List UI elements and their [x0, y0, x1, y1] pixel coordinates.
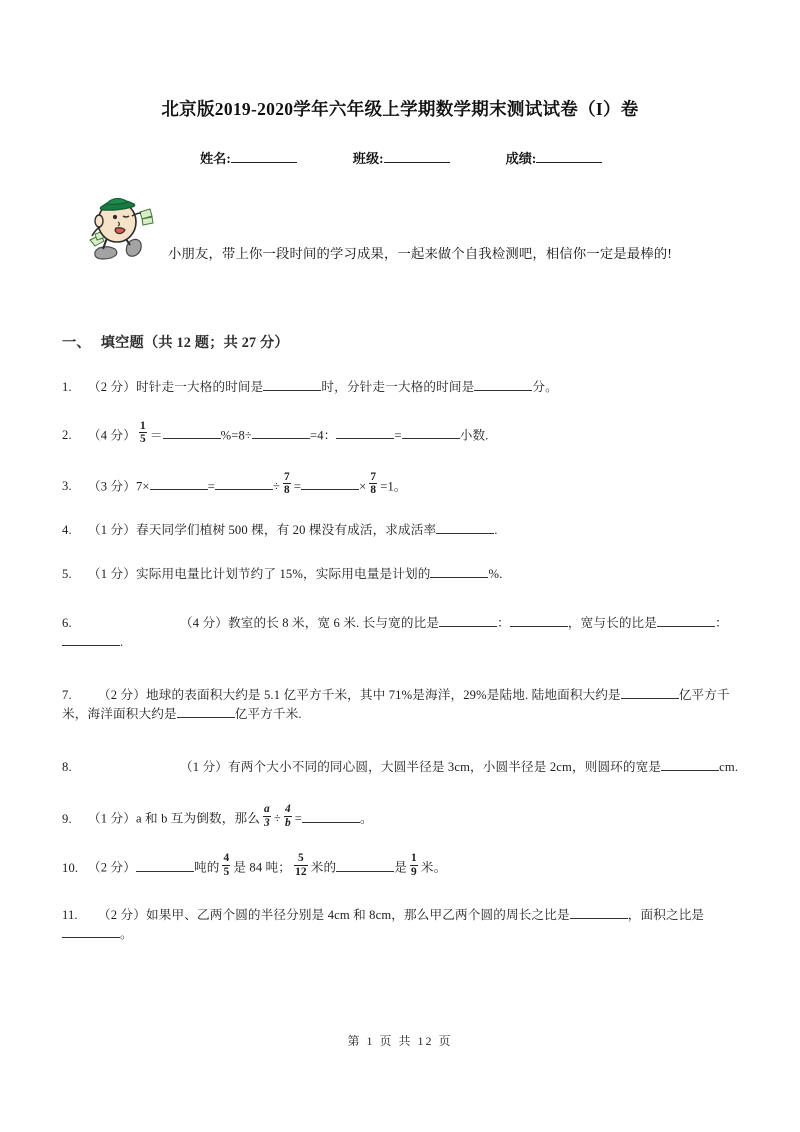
fraction [369, 472, 377, 497]
question-number: 5. [62, 567, 72, 582]
fraction-denominator: 5 [223, 865, 230, 878]
answer-blank[interactable] [136, 859, 194, 872]
question-points: （1 分） [88, 522, 136, 537]
answer-blank[interactable] [301, 477, 359, 490]
student-score-blank[interactable] [536, 149, 602, 163]
fraction-denominator: 12 [295, 865, 307, 878]
fraction-denominator: 8 [370, 484, 377, 497]
question-text: 有两个大小不同的同心圆，大圆半径是 3cm，小圆半径是 2cm，则圆环的宽是 [227, 759, 662, 774]
fraction-denominator: b [284, 817, 291, 830]
fraction-denominator: 8 [284, 484, 290, 497]
answer-blank[interactable] [436, 521, 494, 534]
question-text: =4： [309, 428, 337, 443]
question-item [62, 803, 742, 831]
questions-list [62, 378, 742, 944]
question-text: ＝ [149, 428, 163, 443]
question-points: （1 分） [180, 759, 228, 774]
question-text: 小数. [459, 428, 489, 443]
answer-blank[interactable] [263, 378, 321, 391]
fraction [222, 853, 230, 878]
fraction [263, 804, 271, 829]
section-number: 一、 [62, 335, 91, 351]
question-text: 分。 [532, 379, 558, 394]
question-text: a 和 b 互为倒数，那么 [135, 811, 261, 826]
question-text: = [394, 428, 402, 443]
answer-blank[interactable] [336, 426, 394, 439]
question-points: （2 分） [88, 860, 136, 875]
fraction-numerator: 4 [223, 852, 230, 865]
question-text: =1。 [380, 479, 407, 494]
question-text: 7× [135, 479, 150, 494]
question-text: 实际用电量比计划节约了 15%，实际用电量是计划的 [135, 567, 431, 582]
question-points: （4 分） [180, 616, 228, 631]
question-text: 是 [394, 860, 407, 875]
question-text: 亿平方千米，海洋面积大约是 [62, 687, 730, 721]
question-text: 亿平方千米. [234, 706, 302, 721]
question-number: 8. [62, 759, 72, 774]
question-text: %=8÷ [220, 428, 252, 443]
answer-blank[interactable] [302, 810, 360, 823]
student-score-label: 成绩: [505, 151, 537, 166]
answer-blank[interactable] [62, 633, 120, 646]
answer-blank[interactable] [336, 859, 394, 872]
question-text: 教室的长 8 米，宽 6 米. 长与宽的比是 [227, 616, 440, 631]
answer-blank[interactable] [474, 378, 532, 391]
question-item [62, 565, 742, 584]
student-class-blank[interactable] [384, 149, 450, 163]
fraction-numerator: 5 [294, 853, 308, 866]
question-text: 时针走一大格的时间是 [135, 379, 264, 394]
student-name-blank[interactable] [231, 149, 297, 163]
page-footer: 第 1 页 共 12 页 [347, 1034, 453, 1048]
student-score-field[interactable] [506, 148, 603, 167]
question-points: （1 分） [88, 811, 136, 826]
question-number: 7. [62, 687, 72, 702]
question-text: ，宽与长的比是 [567, 616, 658, 631]
question-text: 是 84 吨； [233, 860, 292, 875]
question-text: %. [488, 567, 503, 582]
fraction-denominator: 3 [264, 817, 270, 830]
question-points: （3 分） [88, 479, 136, 494]
question-text: 如果甲、乙两个圆的半径分别是 4cm 和 8cm，那么甲乙两个圆的周长之比是 [145, 908, 570, 923]
answer-blank[interactable] [177, 705, 235, 718]
answer-blank[interactable] [163, 426, 221, 439]
question-item [62, 614, 742, 652]
question-text: × [359, 479, 367, 494]
page-title: 北京版2019-2020学年六年级上学期数学期末测试试卷（I）卷 [161, 99, 639, 119]
fraction-numerator: 7 [284, 470, 290, 483]
question-item [62, 906, 742, 944]
answer-blank[interactable] [150, 477, 208, 490]
question-text: ，面积之比是 [627, 908, 705, 923]
question-text: ： [497, 616, 510, 631]
question-text: = [294, 811, 303, 826]
question-text: . [120, 635, 124, 650]
question-number: 1. [62, 379, 72, 394]
answer-blank[interactable] [570, 906, 628, 919]
fraction [284, 804, 292, 829]
question-item [62, 470, 742, 499]
question-text: = [293, 479, 302, 494]
fraction [410, 853, 418, 878]
question-text: ÷ [273, 811, 281, 826]
question-number: 10. [62, 860, 79, 875]
question-text: 春天同学们植树 500 棵，有 20 棵没有成活，求成活率 [135, 522, 437, 537]
question-item [62, 419, 742, 448]
section-heading [62, 332, 289, 352]
answer-blank[interactable] [215, 477, 273, 490]
question-number: 3. [62, 479, 72, 494]
fraction-numerator: 7 [370, 470, 377, 483]
question-number: 11. [62, 908, 78, 923]
fraction [283, 472, 291, 497]
question-points: （1 分） [88, 567, 136, 582]
question-text: 米。 [420, 860, 447, 875]
student-name-label: 姓名: [200, 151, 231, 166]
answer-blank[interactable] [621, 686, 679, 699]
fraction-numerator: 1 [410, 852, 417, 865]
question-item [62, 686, 742, 724]
question-item [62, 852, 742, 880]
question-text: 时，分针走一大格的时间是 [321, 379, 475, 394]
student-info-row [200, 148, 602, 167]
fraction-numerator: a [264, 803, 270, 816]
question-item [62, 378, 742, 397]
answer-blank[interactable] [62, 925, 120, 938]
question-points: （2 分） [98, 687, 146, 702]
question-number: 6. [62, 616, 72, 631]
answer-blank[interactable] [439, 614, 497, 627]
section-title: 填空题（共 12 题；共 27 分） [100, 335, 289, 351]
student-class-field[interactable] [353, 148, 450, 167]
question-points: （2 分） [98, 908, 146, 923]
question-item [62, 521, 742, 540]
answer-blank[interactable] [430, 565, 488, 578]
student-name-field[interactable] [200, 148, 297, 167]
intro-paragraph: 小朋友，带上你一段时间的学习成果，一起来做个自我检测吧，相信你一定是最棒的! [168, 246, 673, 261]
student-class-label: 班级: [352, 151, 384, 166]
question-text: 。 [360, 811, 373, 826]
answer-blank[interactable] [402, 426, 460, 439]
answer-blank[interactable] [657, 614, 715, 627]
question-text: 米的 [310, 860, 337, 875]
fraction [294, 853, 308, 878]
fraction-denominator: 5 [139, 433, 146, 446]
question-text: . [494, 522, 498, 537]
answer-blank[interactable] [252, 426, 310, 439]
fraction [139, 421, 147, 446]
question-text: ÷ [272, 479, 281, 494]
fraction-numerator: 4 [284, 803, 291, 816]
question-number: 4. [62, 522, 72, 537]
question-text: 吨的 [193, 860, 220, 875]
fraction-denominator: 9 [410, 865, 417, 878]
question-text: = [207, 479, 215, 494]
question-text: ： [715, 616, 728, 631]
question-item [62, 758, 742, 777]
answer-blank[interactable] [510, 614, 568, 627]
fraction-numerator: 1 [139, 419, 146, 432]
question-text: 地球的表面积大约是 5.1 亿平方千米，其中 71%是海洋，29%是陆地. 陆地面积大约是 [145, 687, 621, 702]
question-text: cm. [719, 759, 739, 774]
question-points: （2 分） [88, 379, 136, 394]
question-number: 9. [62, 811, 72, 826]
question-points: （4 分） [88, 428, 136, 443]
question-number: 2. [62, 428, 72, 443]
question-text: 。 [120, 926, 133, 941]
answer-blank[interactable] [661, 758, 719, 771]
